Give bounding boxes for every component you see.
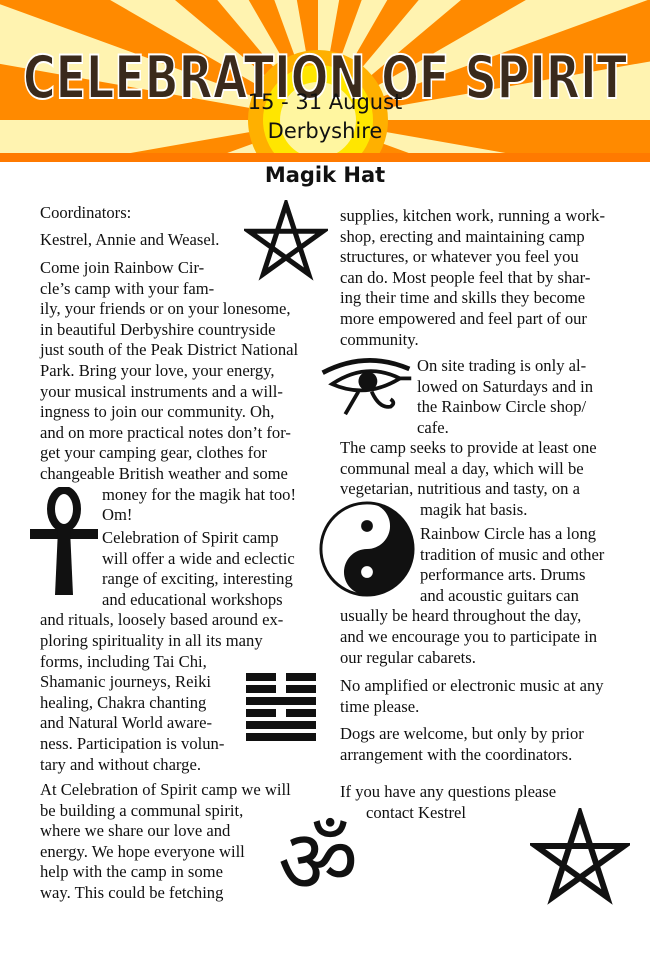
page-subtitle: Magik Hat [264,163,386,187]
banner-title: CELEBRATION OF SPIRIT [23,43,628,113]
amplified-music-notice: No amplified or electronic music at any time please. [340,676,604,716]
trading-paragraph: On site trading is only al- lowed on Saturdays and in the Rainbow Circle shop/ cafe. [417,356,594,437]
eye-of-horus-icon [318,352,414,418]
meal-paragraph: The camp seeks to provide at least one communal meal a day, which will be vegetarian, nutritious and tasty, on a magik hat basis. [340,438,597,519]
contact-paragraph: If you have any questions please contact Kestrel [340,782,557,822]
dogs-notice: Dogs are welcome, but only by prior arrangement with the coordinators. [340,724,584,764]
communal-spirit-paragraph: At Celebration of Spirit camp we will be building a communal spirit, where we share our love and energy. We hope everyone will help with the camp in some way. This could be fetching [40,780,291,902]
coordinators-names: Kestrel, Annie and Weasel. [40,230,220,249]
pentagram-icon [530,808,630,912]
music-paragraph: Rainbow Circle has a long tradition of music and other performance arts. Drums and acoustic guitars can usually be heard throughout the day, and we encourage you to participate in our regular cabarets. [340,524,605,667]
supplies-paragraph: supplies, kitchen work, running a work- shop, erecting and maintaining camp structures, or whatever you feel you can do. Most people feel that by shar- ing their time and skills they become more empowered and feel part of our community. [340,206,605,349]
event-dates: 15 - 31 August [247,90,403,114]
svg-text:ॐ: ॐ [277,812,359,904]
coordinators-label: Coordinators: [40,203,132,222]
event-location: Derbyshire [267,119,383,143]
invitation-paragraph: Come join Rainbow Cir- cle’s camp with your fam- ily, your friends or on your lonesome, in beautiful Derbyshire countryside just south of the Peak District National Park. Bring your love, your energy, your musical instruments and a will- ingness to join our community. Oh, and on more practical notes don’t for- get your camping gear, clothes for changeable British weather and some money for the magik hat too! Om! [40,258,299,525]
workshops-paragraph: Celebration of Spirit camp will offer a wide and eclectic range of exciting, interesting and educational workshops and rituals, loosely based around ex- ploring spirituality in all its many forms, including Tai Chi, Shamanic journeys, Reiki healing, Chakra chanting and Natural World aware- ness. Participation is volun- tary and without charge. [40,528,295,774]
